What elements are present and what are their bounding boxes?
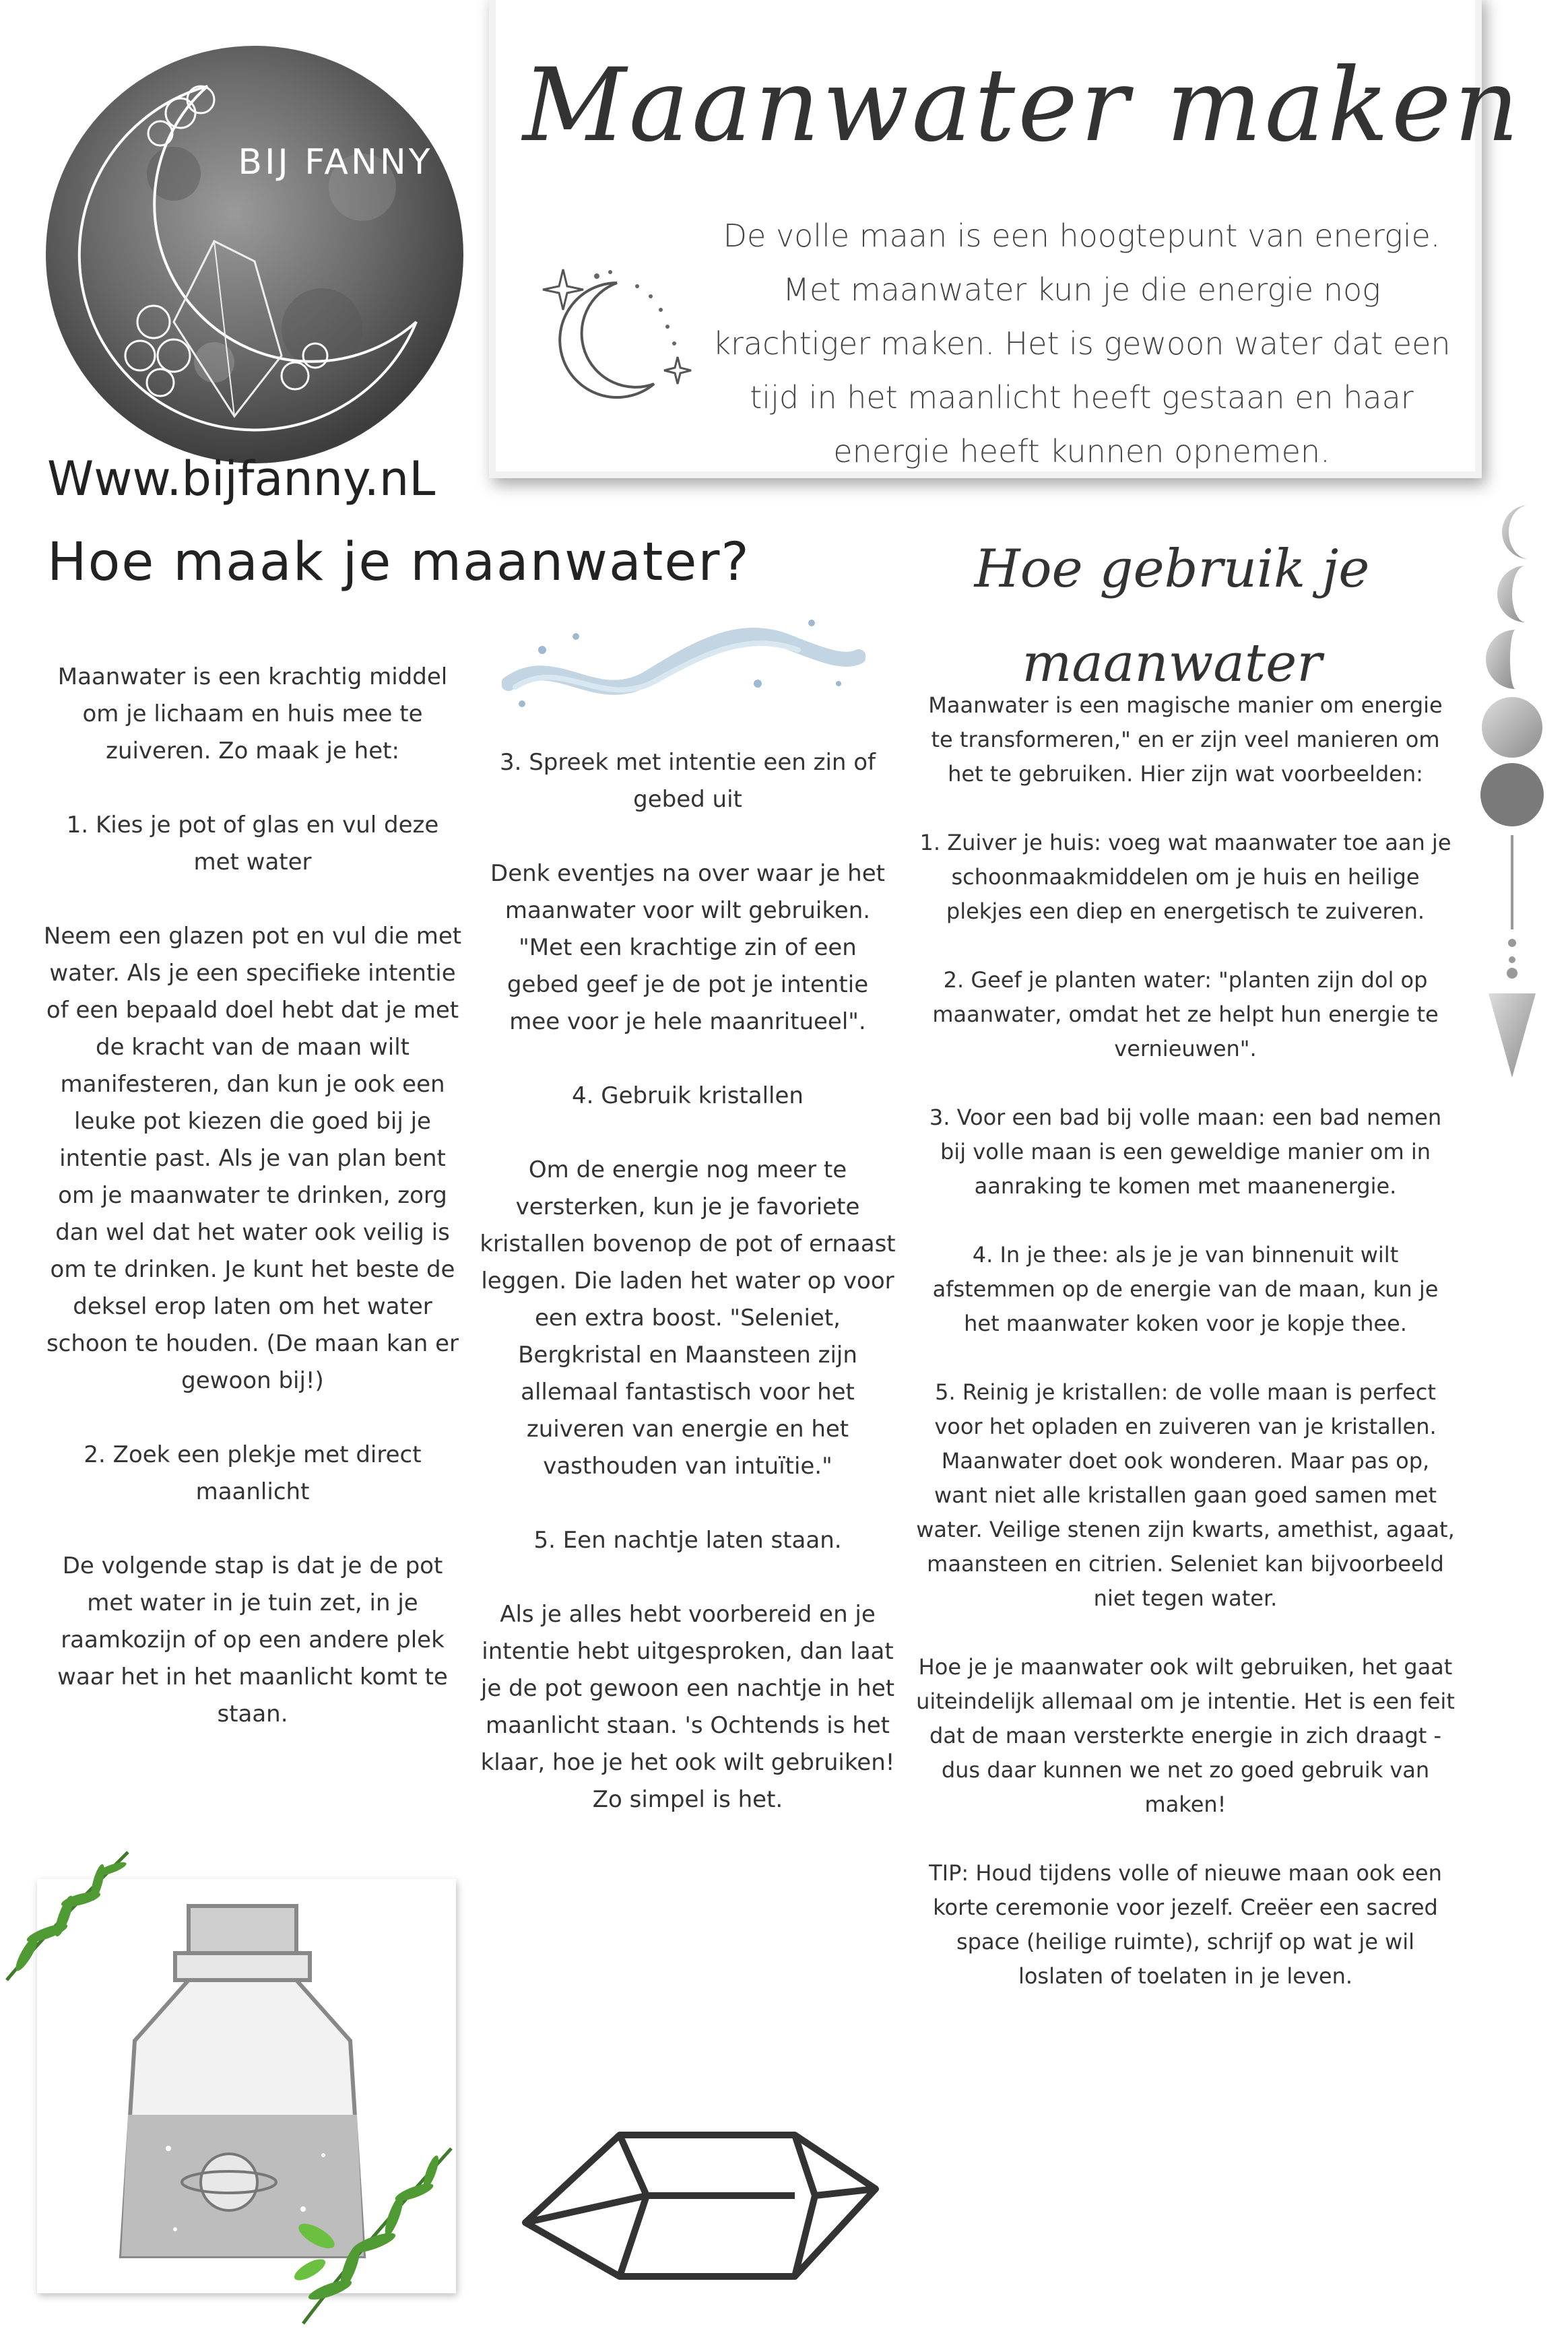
col1-step2-text: De volgende stap is dat je de pot met water in je tuin zet, in je raamkozijn of op een andere plek waar het in het maanlicht komt te staan. [57, 1552, 448, 1728]
column-how-to-make [40, 659, 465, 1770]
col2-step3-title: 3. Spreek met intentie een zin of gebed uit [499, 749, 876, 813]
title-card [496, 0, 1522, 471]
col3-tip: TIP: Houd tijdens volle of nieuwe maan ook een korte ceremonie voor jezelf. Creëer een sacred space (heilige ruimte), schrijf op wat je wil loslaten of toelaten in je leven. [929, 1860, 1442, 1989]
col3-use1: 1. Zuiver je huis: voeg wat maanwater toe aan je schoonmaakmiddelen om je huis en heilige plekjes een diep en energetisch te zuiveren. [919, 830, 1451, 924]
moon-phases-icon [1468, 498, 1556, 1509]
col3-use2: 2. Geef je planten water: "planten zijn dol op maanwater, omdat het ze helpt hun energie te vernieuwen". [932, 967, 1439, 1061]
page-title: Maanwater maken [523, 47, 1522, 164]
col1-step2-title: 2. Zoek een plekje met direct maanlicht [84, 1441, 422, 1505]
logo-text: BIJ FANNY [238, 142, 433, 183]
fern-leaves-icon [290, 2135, 465, 2330]
col2-step4-title: 4. Gebruik kristallen [572, 1082, 804, 1109]
col3-use3: 3. Voor een bad bij volle maan: een bad nemen bij volle maan is een geweldige manier om in aanraking te komen met maanenergie. [929, 1105, 1442, 1199]
col3-closing: Hoe je je maanwater ook wilt gebruiken, het gaat uiteindelijk allemaal om je intentie. Het is een feit dat de maan versterkte energie in zich draagt - dus daar kunnen we net zo goed gebruik van maken! [916, 1654, 1455, 1817]
crystal-icon [512, 2122, 889, 2290]
col2-step5-title: 5. Een nachtje laten staan. [533, 1527, 842, 1554]
bij-fanny-logo [39, 39, 470, 470]
col1-step1-text: Neem een glazen pot en vul die met water. Als je een specifieke intentie of een bepaald doel hebt dat je met de kracht van de maan wilt manifesteren, dan kun je ook een leuke pot kiezen die goed bij je intentie past. Als je van plan bent om je maanwater te drinken, zorg dan wel dat het water ook veilig is om te drinken. Je kunt het beste de deksel erop laten om het water schoon te houden. (De maan kan er gewoon bij!) [43, 923, 462, 1394]
col2-step5-text: Als je alles hebt voorbereid en je intentie hebt uitgesproken, dan laat je de pot gewoon een nachtje in het maanlicht staan. 's Ochtends is het klaar, hoe je het ook wilt gebruiken! Zo simpel is het. [480, 1601, 895, 1813]
col3-use4: 4. In je thee: als je je van binnenuit wilt afstemmen op de energie van de maan, kun je het maanwater koken voor je kopje thee. [932, 1242, 1439, 1336]
heading-how-use [903, 522, 1441, 711]
intro-paragraph: De volle maan is een hoogtepunt van energie. Met maanwater kun je die energie nog krachtiger maken. Het is gewoon water dat een tijd in het maanlicht heeft gestaan en haar energie heeft kunnen opnemen. [713, 218, 1451, 469]
col2-step4-text: Om de energie nog meer te versterken, kun je je favoriete kristallen bovenop de pot of ernaast leggen. Die laden het water op voor een extra boost. "Seleniet, Bergkristal en Maansteen zijn allemaal fantastisch voor het zuiveren van energie en het vasthouden van intuïtie." [480, 1156, 896, 1480]
col3-use5: 5. Reinig je kristallen: de volle maan is perfect voor het opladen en zuiveren van je kristallen. Maanwater doet ook wonderen. Maar pas op, want niet alle kristallen gaan goed samen met water. Veilige stenen zijn kwarts, amethist, agaat, maansteen en citrien. Seleniet kan bijvoorbeeld niet tegen water. [916, 1379, 1455, 1611]
website-url: Www.bijfanny.nL [47, 451, 436, 506]
col3-intro: Maanwater is een magische manier om energie te transformeren," en er zijn veel manieren om het te gebruiken. Hier zijn wat voorbeelden: [928, 692, 1443, 787]
col1-intro: Maanwater is een krachtig middel om je lichaam en huis mee te zuiveren. Zo maak je het: [57, 663, 448, 764]
column-how-to-use [916, 688, 1455, 2028]
column-steps-continued [480, 744, 896, 1855]
water-splash-icon [502, 610, 865, 717]
heading-how-use-line1: Hoe gebruik je [974, 539, 1370, 599]
crescent-moon-icon [536, 256, 711, 418]
heading-how-make: Hoe maak je maanwater? [47, 532, 750, 593]
heading-how-use-line2: maanwater [1022, 633, 1322, 694]
col2-step3-text: Denk eventjes na over waar je het maanwater voor wilt gebruiken. "Met een krachtige zin of een gebed geef je de pot je intentie mee voor je hele maanritueel". [490, 860, 885, 1035]
fern-leaf-icon [0, 1845, 135, 1987]
col1-step1-title: 1. Kies je pot of glas en vul deze met water [66, 812, 439, 876]
